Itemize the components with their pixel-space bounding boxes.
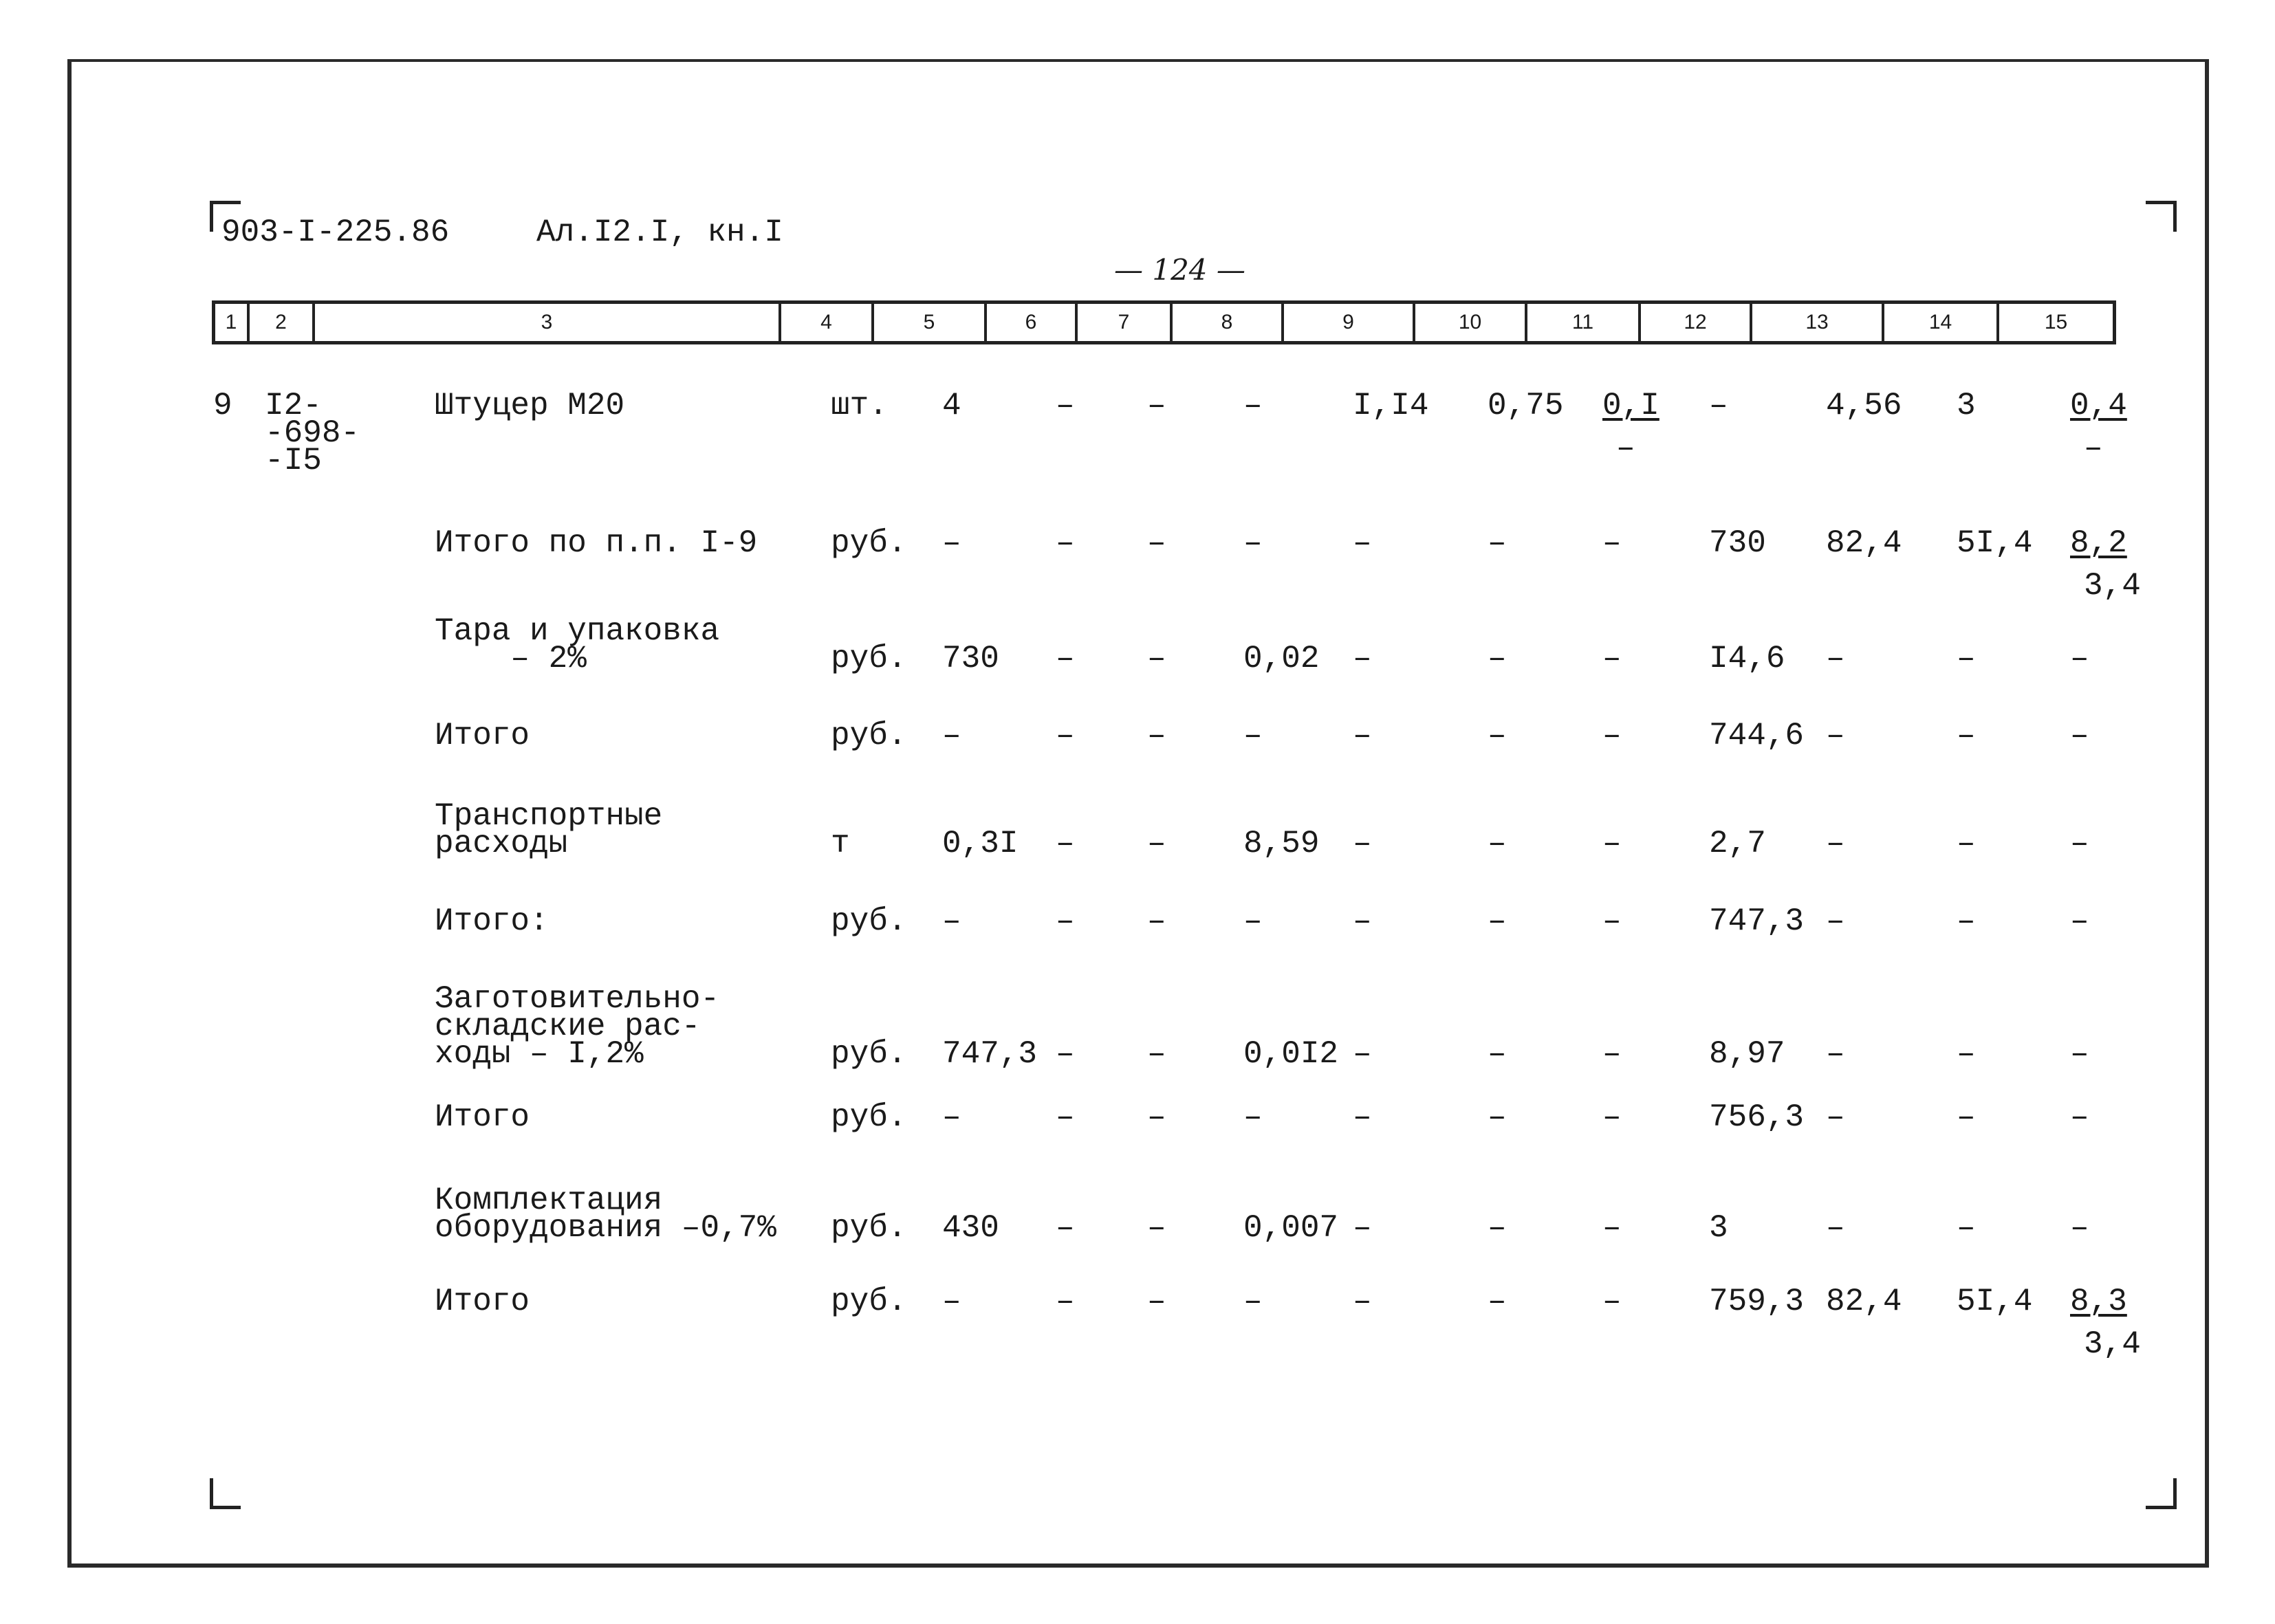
row-4-c15: – (2070, 718, 2089, 754)
row-10-c14: 5I,4 (1957, 1284, 2033, 1319)
row-9-c8: 0,007 (1243, 1210, 1339, 1246)
row-8-c14: – (1957, 1099, 1976, 1135)
row-6-c6: – (1056, 903, 1075, 939)
row-6-c5: – (942, 903, 961, 939)
row-10-c6: – (1056, 1284, 1075, 1319)
row-5-c15: – (2070, 826, 2089, 862)
row-5-c4: т (831, 826, 850, 862)
column-number-9: 9 (1284, 304, 1415, 341)
row-10-c5: – (942, 1284, 961, 1319)
row-2-c15-top: 8,2 (2070, 525, 2127, 561)
row-1-c13: 4,56 (1826, 388, 1902, 424)
row-4-c5: – (942, 718, 961, 754)
row-2-c15-bot: 3,4 (2084, 568, 2141, 604)
row-8-c6: – (1056, 1099, 1075, 1135)
row-3-c10: – (1488, 641, 1507, 677)
row-7-c4: руб. (831, 1036, 907, 1072)
row-3-c11: – (1602, 641, 1622, 677)
row-10-c10: – (1488, 1284, 1507, 1319)
row-6-c13: – (1826, 903, 1845, 939)
row-3-c8: 0,02 (1243, 641, 1320, 677)
corner-mark-bottom-right (2146, 1478, 2177, 1509)
column-number-14: 14 (1884, 304, 1999, 341)
row-6-c4: руб. (831, 903, 907, 939)
row-10-c7: – (1147, 1284, 1166, 1319)
row-4-c13: – (1826, 718, 1845, 754)
row-1-c6: – (1056, 388, 1075, 424)
row-9-c13: – (1826, 1210, 1845, 1246)
row-10-c15-bot: 3,4 (2084, 1326, 2141, 1362)
row-1-c8: – (1243, 388, 1263, 424)
row-8-c15: – (2070, 1099, 2089, 1135)
row-5-c13: – (1826, 826, 1845, 862)
row-5-c9: – (1353, 826, 1372, 862)
row-10-c3: Итого (435, 1284, 530, 1319)
row-8-c12: 756,3 (1709, 1099, 1805, 1135)
row-8-c8: – (1243, 1099, 1263, 1135)
row-2-c13: 82,4 (1826, 525, 1902, 561)
document-code: 903-I-225.86 (221, 215, 450, 250)
row-1-c2: I2- -698- -I5 (265, 388, 360, 479)
row-8-c3: Итого (435, 1099, 530, 1135)
row-3-c5: 730 (942, 641, 999, 677)
row-1-c14: 3 (1957, 388, 1976, 424)
row-2-c4: руб. (831, 525, 907, 561)
page-number: — 124 — (1114, 253, 1245, 287)
row-3-c12: I4,6 (1709, 641, 1785, 677)
row-3-c6: – (1056, 641, 1075, 677)
row-10-c12: 759,3 (1709, 1284, 1805, 1319)
row-3-c15: – (2070, 641, 2089, 677)
row-10-c4: руб. (831, 1284, 907, 1319)
row-5-c6: – (1056, 826, 1075, 862)
row-4-c12: 744,6 (1709, 718, 1805, 754)
row-7-c14: – (1957, 1036, 1976, 1072)
column-number-4: 4 (781, 304, 874, 341)
row-6-c12: 747,3 (1709, 903, 1805, 939)
row-9-c3: Комплектация оборудования –0,7% (435, 1183, 776, 1246)
row-1-c4: шт. (831, 388, 888, 424)
row-6-c9: – (1353, 903, 1372, 939)
row-9-c15: – (2070, 1210, 2089, 1246)
row-6-c8: – (1243, 903, 1263, 939)
row-8-c13: – (1826, 1099, 1845, 1135)
album-reference: Ал.I2.I, кн.I (536, 215, 783, 250)
row-7-c6: – (1056, 1036, 1075, 1072)
row-3-c3: Тара и упаковка – 2% (435, 613, 720, 677)
row-4-c14: – (1957, 718, 1976, 754)
row-10-c11: – (1602, 1284, 1622, 1319)
row-7-c3: Заготовительно- складские рас- ходы – I,2% (435, 981, 720, 1072)
column-number-13: 13 (1752, 304, 1884, 341)
row-2-c3: Итого по п.п. I-9 (435, 525, 758, 561)
row-4-c7: – (1147, 718, 1166, 754)
row-5-c5: 0,3I (942, 826, 1019, 862)
row-1-c12: – (1709, 388, 1728, 424)
row-6-c11: – (1602, 903, 1622, 939)
row-9-c14: – (1957, 1210, 1976, 1246)
row-3-c14: – (1957, 641, 1976, 677)
row-5-c8: 8,59 (1243, 826, 1320, 862)
row-7-c13: – (1826, 1036, 1845, 1072)
row-3-c7: – (1147, 641, 1166, 677)
row-10-c9: – (1353, 1284, 1372, 1319)
row-7-c15: – (2070, 1036, 2089, 1072)
row-8-c5: – (942, 1099, 961, 1135)
row-1-c3: Штуцер М20 (435, 388, 625, 424)
row-2-c9: – (1353, 525, 1372, 561)
row-1-c15-bot: – (2084, 430, 2103, 466)
row-5-c11: – (1602, 826, 1622, 862)
row-10-c15-top: 8,3 (2070, 1284, 2127, 1319)
row-5-c14: – (1957, 826, 1976, 862)
row-8-c4: руб. (831, 1099, 907, 1135)
row-4-c11: – (1602, 718, 1622, 754)
row-9-c12: 3 (1709, 1210, 1728, 1246)
corner-mark-bottom-left (210, 1478, 241, 1509)
row-3-c9: – (1353, 641, 1372, 677)
row-5-c3: Транспортные расходы (435, 798, 663, 862)
row-4-c6: – (1056, 718, 1075, 754)
column-number-5: 5 (874, 304, 987, 341)
column-number-1: 1 (215, 304, 250, 341)
row-9-c9: – (1353, 1210, 1372, 1246)
row-1-c11-bot: – (1616, 430, 1635, 466)
row-5-c7: – (1147, 826, 1166, 862)
row-8-c7: – (1147, 1099, 1166, 1135)
row-10-c13: 82,4 (1826, 1284, 1902, 1319)
row-8-c11: – (1602, 1099, 1622, 1135)
row-8-c9: – (1353, 1099, 1372, 1135)
row-2-c11: – (1602, 525, 1622, 561)
row-2-c5: – (942, 525, 961, 561)
row-6-c3: Итого: (435, 903, 549, 939)
row-3-c4: руб. (831, 641, 907, 677)
column-number-7: 7 (1078, 304, 1173, 341)
row-6-c10: – (1488, 903, 1507, 939)
row-7-c8: 0,0I2 (1243, 1036, 1339, 1072)
row-9-c6: – (1056, 1210, 1075, 1246)
row-10-c8: – (1243, 1284, 1263, 1319)
row-7-c12: 8,97 (1709, 1036, 1785, 1072)
column-number-10: 10 (1415, 304, 1527, 341)
row-1-c9: I,I4 (1353, 388, 1429, 424)
column-number-header (212, 300, 2116, 344)
row-1-c7: – (1147, 388, 1166, 424)
corner-mark-top-right (2146, 201, 2177, 232)
row-2-c8: – (1243, 525, 1263, 561)
row-9-c7: – (1147, 1210, 1166, 1246)
row-1-c1: 9 (213, 388, 232, 424)
row-9-c4: руб. (831, 1210, 907, 1246)
row-7-c7: – (1147, 1036, 1166, 1072)
column-number-12: 12 (1641, 304, 1752, 341)
column-number-3: 3 (315, 304, 781, 341)
row-2-c6: – (1056, 525, 1075, 561)
row-1-c11-top: 0,I (1602, 388, 1659, 424)
row-7-c10: – (1488, 1036, 1507, 1072)
row-4-c3: Итого (435, 718, 530, 754)
row-1-c5: 4 (942, 388, 961, 424)
row-9-c10: – (1488, 1210, 1507, 1246)
row-2-c12: 730 (1709, 525, 1766, 561)
row-6-c7: – (1147, 903, 1166, 939)
column-number-15: 15 (2044, 311, 2068, 333)
row-4-c10: – (1488, 718, 1507, 754)
row-4-c4: руб. (831, 718, 907, 754)
row-2-c7: – (1147, 525, 1166, 561)
row-8-c10: – (1488, 1099, 1507, 1135)
row-6-c15: – (2070, 903, 2089, 939)
row-2-c10: – (1488, 525, 1507, 561)
row-5-c12: 2,7 (1709, 826, 1766, 862)
row-2-c14: 5I,4 (1957, 525, 2033, 561)
row-9-c11: – (1602, 1210, 1622, 1246)
row-9-c5: 430 (942, 1210, 999, 1246)
row-6-c14: – (1957, 903, 1976, 939)
row-7-c5: 747,3 (942, 1036, 1038, 1072)
column-number-8: 8 (1173, 304, 1284, 341)
row-3-c13: – (1826, 641, 1845, 677)
row-7-c9: – (1353, 1036, 1372, 1072)
row-7-c11: – (1602, 1036, 1622, 1072)
row-1-c15-top: 0,4 (2070, 388, 2127, 424)
column-number-2: 2 (250, 304, 315, 341)
row-4-c8: – (1243, 718, 1263, 754)
column-number-11: 11 (1527, 304, 1641, 341)
row-5-c10: – (1488, 826, 1507, 862)
row-4-c9: – (1353, 718, 1372, 754)
column-number-6: 6 (987, 304, 1078, 341)
row-1-c10: 0,75 (1488, 388, 1564, 424)
